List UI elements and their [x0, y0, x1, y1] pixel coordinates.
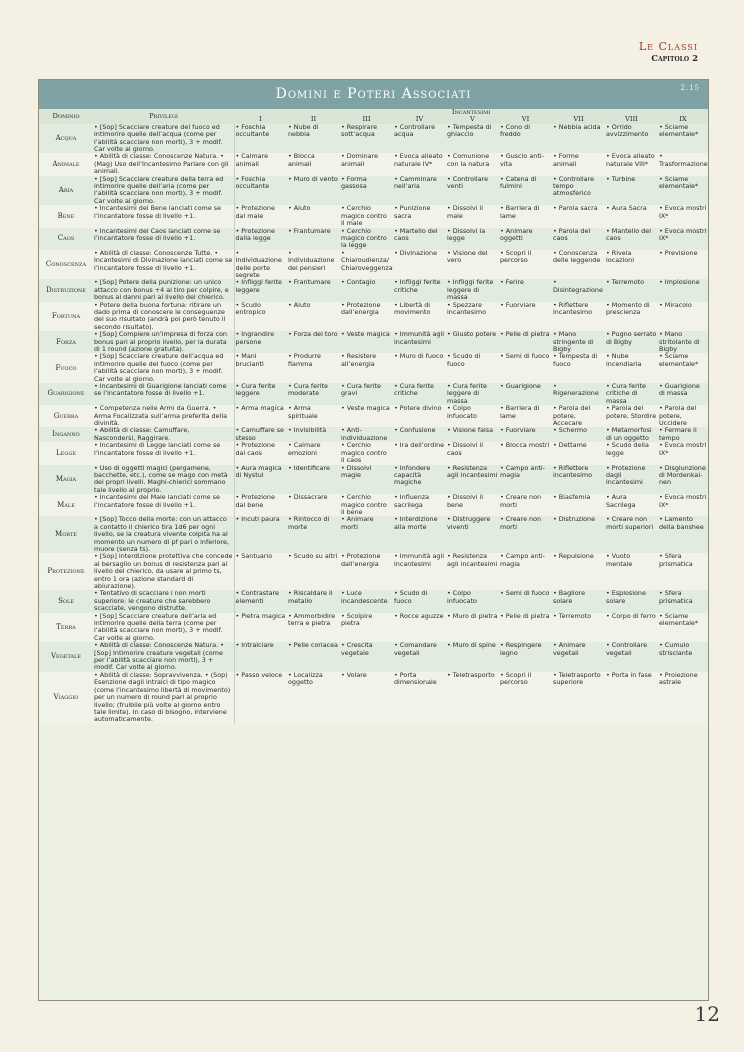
spell-cell: • Dissolvi il caos [446, 442, 499, 464]
spell-cell: • Foschia occultante [234, 124, 287, 154]
spell-cell: • Ammorbidire terra e pietra [287, 613, 340, 643]
spell-cell: • Vuoto mentale [605, 553, 658, 590]
spell-cell: • Fermare il tempo [658, 427, 708, 442]
page-number: 12 [694, 1002, 720, 1026]
domain-privileges: • Competenza nelle Armi da Guerra. • Arma Focalizzata sull’arma preferita della divinità. [93, 405, 234, 427]
domain-name: Male [39, 494, 93, 516]
spell-cell: • Evoca alleato naturale IV* [393, 153, 446, 175]
domain-row [39, 250, 708, 280]
spell-cell: • Controllare tempo atmosferico [552, 176, 605, 206]
table-title: Domini e Poteri Associati [275, 86, 472, 102]
spell-cell: • Immunità agli incantesimi [393, 553, 446, 590]
spell-cell: • Esplosione solare [605, 590, 658, 612]
domain-row [39, 613, 708, 643]
spell-cell: • Muro di pietra [446, 613, 499, 643]
spell-cell: • Controllare acqua [393, 124, 446, 154]
spell-cell: • Muro di spine [446, 642, 499, 672]
domain-row [39, 383, 708, 405]
spell-cell: • Contagio [340, 279, 393, 301]
domain-privileges: • [Sop] Scacciare creature dell’acqua ed intimorire quelle del fuoco (come per l’abilità scacciare non morti), 3 + modif. Car volte al giorno. [93, 353, 234, 383]
spell-cell: • Scopri il percorso [499, 250, 552, 280]
domain-name: Viaggio [39, 672, 93, 724]
domain-privileges: • Abilità di classe: Conoscenze Natura. • [Sop] Intimorire creature vegetali (come per l’abilità scacciare non morti), 3 + modif. Car volte al giorno. [93, 642, 234, 672]
spell-cell: • Blocca mostri [499, 442, 552, 464]
spell-cell: • Scudo su altri [287, 553, 340, 590]
spell-cell: • Trasformazione [658, 153, 708, 175]
spell-cell: • Forza del toro [287, 331, 340, 353]
domain-row [39, 427, 708, 442]
domains-table-frame [38, 79, 709, 1001]
spell-cell: • Volare [340, 672, 393, 724]
spell-cell: • Respirare sott’acqua [340, 124, 393, 154]
spell-cell: • Pietra magica [234, 613, 287, 643]
spell-cell: • Punizione sacra [393, 205, 446, 227]
spell-cell: • Dissacrare [287, 494, 340, 516]
domain-privileges: • [Sop] Scacciare creature dell’aria ed intimorire quelle della terra (come per l’abilità scacciare non morti), 3 + modif. Car volte al giorno. [93, 613, 234, 643]
spell-cell: • Sciame elementale* [658, 124, 708, 154]
spell-cell: • Creare non morti superiori [605, 516, 658, 553]
spell-cell: • Confusione [393, 427, 446, 442]
spell-cell: • Infondere capacità magiche [393, 465, 446, 495]
spell-cell: • Potere divino [393, 405, 446, 427]
spell-cell: • Campo anti-magia [499, 465, 552, 495]
spell-cell: • Dettame [552, 442, 605, 464]
spell-cell: • Interdizione alla morte [393, 516, 446, 553]
domain-privileges: • Potere della buona fortuna: ritirare un dado prima di conoscere le conseguenze del suo risultato (andrà poi però tenuto il secondo risultato). [93, 302, 234, 332]
domain-privileges: • Incantesimi del Caos lanciati come se l’incantatore fosse di livello +1. [93, 228, 234, 250]
spell-cell: • Evoca mostri IX* [658, 228, 708, 250]
level-header: III [340, 116, 393, 123]
spell-cell: • Scolpire pietra [340, 613, 393, 643]
spell-cell: • Ferire [499, 279, 552, 301]
spell-cell: • Nebbia acida [552, 124, 605, 154]
spell-cell: • Protezione dal caos [234, 442, 287, 464]
domain-row [39, 672, 708, 724]
spell-cell: • Muro di vento [287, 176, 340, 206]
spell-cell: • Protezione dall’energia [340, 553, 393, 590]
spell-cell: • Pelle di pietra [499, 613, 552, 643]
domain-privileges: • Abilità di classe: Sopravvivenza. • (Sop) Esenzione dagli intralci di tipo magico (come l’incantesimo libertà di movimento) per un numero di round pari al proprio livello; (fruibile più volte al giorno entro tale limite). In caso di bisogno, interviene automaticamente. [93, 672, 234, 724]
spell-cell: • Guarigione di massa [658, 383, 708, 405]
spell-cell: • Muro di fuoco [393, 353, 446, 383]
spell-cell: • Ingrandire persone [234, 331, 287, 353]
spells-column-header: Incantesimi [234, 109, 708, 116]
spell-cell: • Anti-individuazione [340, 427, 393, 442]
spell-cell: • Cura ferite critiche [393, 383, 446, 405]
spell-cell: • Terremoto [552, 613, 605, 643]
domain-row [39, 302, 708, 332]
domain-privileges: • Incantesimi di Legge lanciati come se l’incantatore fosse di livello +1. [93, 442, 234, 464]
domain-privileges: • [Sop] Compiere un’impresa di forza con bonus pari al proprio livello, per la durata di 1 round (azione gratuita). [93, 331, 234, 353]
spell-cell: • Barriera di lame [499, 205, 552, 227]
spell-cell: • Momento di prescienza [605, 302, 658, 332]
spell-cell: • Libertà di movimento [393, 302, 446, 332]
domain-name: Forza [39, 331, 93, 353]
domain-privileges: • Incantesimi di Guarigione lanciati come se l’incantatore fosse di livello +1. [93, 383, 234, 405]
spell-cell: • Protezione dal male [234, 205, 287, 227]
domain-privileges: • [Sop] Scacciare creature della terra ed intimorire quelle dell’aria (come per l’abilità scacciare non morti), 3 + modif. Car volte al giorno. [93, 176, 234, 206]
spell-cell: • Campo anti-magia [499, 553, 552, 590]
spell-cell: • Evoca mostri IX* [658, 494, 708, 516]
spell-cell: • Cura ferite moderate [287, 383, 340, 405]
spell-cell: • Guarigione [499, 383, 552, 405]
domain-row [39, 494, 708, 516]
spell-cell: • Forme animali [552, 153, 605, 175]
domain-name: Aria [39, 176, 93, 206]
domain-name: Magia [39, 465, 93, 495]
spell-cell: • Proiezione astrale [658, 672, 708, 724]
spell-cell: • Barriera di lame [499, 405, 552, 427]
spell-cell: • Cono di freddo [499, 124, 552, 154]
spell-cell: • Cura ferite gravi [340, 383, 393, 405]
domain-privileges: • [Sop] Interdizione protettiva che concede al bersaglio un bonus di resistenza pari al livello del chierico, da usare al primo ts, entro 1 ora (azione standard di abiurazione). [94, 553, 233, 590]
spell-cell: • Scudo di fuoco [393, 590, 446, 612]
spell-cell: • Guscio anti-vita [499, 153, 552, 175]
spell-cell: • Sfera prismatica [658, 590, 708, 612]
domain-name: Bene [39, 205, 93, 227]
spell-cell: • Tempesta di ghiaccio [446, 124, 499, 154]
spell-cell: • Resistenza agli incantesimi [446, 465, 499, 495]
spell-cell: • Contrastare elementi [234, 590, 287, 612]
spell-cell: • Repulsione [552, 553, 605, 590]
spell-cell: • Parola del potere, Stordire [605, 405, 658, 427]
spell-cell: • Localizza oggetto [287, 672, 340, 724]
domain-name: Guarigione [39, 383, 93, 405]
domain-name: Morte [39, 516, 93, 553]
spell-cell: • Sciame elementale* [658, 176, 708, 206]
spell-cell: • Parola del potere, Uccidere [658, 405, 708, 427]
spell-cell: • Dissolvi il bene [446, 494, 499, 516]
domain-name: Protezione [39, 553, 93, 590]
table-title-bar [39, 80, 708, 109]
spell-cell: • Animare morti [340, 516, 393, 553]
spell-cell: • Protezione dagli incantesimi [605, 465, 658, 495]
domain-row [39, 465, 708, 495]
spell-cell: • Nube di nebbia [287, 124, 340, 154]
spell-cell: • Arma magica [234, 405, 287, 427]
spell-cell: • Protezione dall’energia [340, 302, 393, 332]
spell-cell: • Infliggi ferite leggere di massa [446, 279, 499, 301]
spell-cell: • Evoca mostri IX* [658, 442, 708, 464]
spell-cell: • Giusto potere [446, 331, 499, 353]
spell-cell: • Scudo della legge [605, 442, 658, 464]
domain-name: Acqua [39, 124, 93, 154]
spell-cell: • Corpo di ferro [605, 613, 658, 643]
spell-cell: • Resistenza agli incantesimi [446, 553, 499, 590]
spell-cell: • Aiuto [287, 302, 340, 332]
spell-cell: • Disintegrazione [552, 279, 605, 301]
domain-row [39, 279, 708, 301]
spell-cell: • Veste magica [340, 405, 393, 427]
domain-privileges: • Uso di oggetti magici (pergamene, bacchette, etc.), come se mago con metà dei propri livelli. Maghi-chierici sommano tale livello al proprio. [93, 465, 234, 495]
spell-cell: • Schermo [552, 427, 605, 442]
spell-cell: • Immunità agli incantesimi [393, 331, 446, 353]
chapter-name: Le Classi [638, 40, 698, 53]
domain-privileges: • Incantesimi del Male lanciati come se l’incantatore fosse di livello +1. [93, 494, 234, 516]
domain-name: Distruzione [39, 279, 93, 301]
spell-cell: • Aiuto [287, 205, 340, 227]
domain-name: Terra [39, 613, 93, 643]
spell-cell: • Scudo entropico [234, 302, 287, 332]
domain-row [39, 353, 708, 383]
spell-cell: • Parola sacra [552, 205, 605, 227]
spell-cell: • Aura Sacra [605, 205, 658, 227]
spell-cell: • Divinazione [393, 250, 446, 280]
spell-cell: • Comandare vegetali [393, 642, 446, 672]
spell-cell: • Influenza sacrilega [393, 494, 446, 516]
domain-row [39, 590, 708, 612]
spell-cell: • Dissolvi magie [340, 465, 393, 495]
spell-cell: • Frantumare [287, 279, 340, 301]
spell-cell: • Luce incandescente [340, 590, 393, 612]
spell-cell: • Scudo di fuoco [446, 353, 499, 383]
level-header: II [287, 116, 340, 123]
privileges-column-header: Privilegi [93, 109, 234, 124]
spell-cell: • Teletrasporto superiore [552, 672, 605, 724]
domain-name: Legge [39, 442, 93, 464]
spell-cell: • Fuorviare [499, 427, 552, 442]
spell-cell: • Catena di fulmini [499, 176, 552, 206]
spell-cell: • Calmare animali [234, 153, 287, 175]
table-number: 2.15 [680, 84, 700, 92]
spell-cell: • Nube incendiaria [605, 353, 658, 383]
spell-cell: • Previsione [658, 250, 708, 280]
spell-cell: • Produrre fiamma [287, 353, 340, 383]
spell-cell: • Dominare animali [340, 153, 393, 175]
spell-cell: • Infliggi ferite critiche [393, 279, 446, 301]
spell-cell: • Protezione dal bene [234, 494, 287, 516]
spell-cell: • Calmare emozioni [287, 442, 340, 464]
spell-cell: • Cerchio magico contro il male [340, 205, 393, 227]
spell-cell: • Conoscenza delle leggende [552, 250, 605, 280]
spell-cell: • Cura ferite leggere di massa [446, 383, 499, 405]
spell-cell: • Spezzare incantesimo [446, 302, 499, 332]
spell-cell: • Ira dell’ordine [393, 442, 446, 464]
spell-cell: • Pugno serrato di Bigby [605, 331, 658, 353]
spell-cell: • Sfera prismatica [658, 553, 708, 590]
spell-cell: • Semi di fuoco [499, 590, 552, 612]
spell-cell: • Forma gassosa [340, 176, 393, 206]
chapter-number: Capitolo 2 [651, 54, 698, 64]
spell-cell: • Respingere legno [499, 642, 552, 672]
spell-cell: • Riflettere incantesimo [552, 465, 605, 495]
level-header: V [446, 116, 499, 123]
domain-privileges: • [Sop] Scacciare creature del fuoco ed intimorire quelle dell’acqua (come per l’abilità scacciare non morti), 3 + modif. Car volte al giorno. [93, 124, 234, 154]
level-header: VIII [605, 116, 658, 123]
spell-cell: • Individuazione dei pensieri [287, 250, 340, 280]
spell-cell: • Cura ferite critiche di massa [605, 383, 658, 405]
domain-row [39, 228, 708, 250]
level-header: IX [658, 116, 708, 123]
spell-cell: • Incuti paura [234, 516, 287, 553]
domain-name: Sole [39, 590, 93, 612]
spell-cell: • Camuffare se stesso [234, 427, 287, 442]
spell-cell: • Porta dimensionale [393, 672, 446, 724]
spell-cell: • Creare non morti [499, 516, 552, 553]
spell-cell: • Turbine [605, 176, 658, 206]
spell-cell: • Terremoto [605, 279, 658, 301]
domain-name: Inganno [39, 427, 93, 442]
spell-cell: • Arma spirituale [287, 405, 340, 427]
domain-privileges: • [Sop] Potere della punizione: un unico attacco con bonus +4 al tiro per colpire, e bonus ai danni pari al livello del chierico. [93, 279, 234, 301]
spell-cell: • Sciame elementale* [658, 353, 708, 383]
domain-name: Animale [39, 153, 93, 175]
spell-cell: • Tempesta di fuoco [552, 353, 605, 383]
spell-cell: • Rocce aguzze [393, 613, 446, 643]
spell-cell: • Rivela locazioni [605, 250, 658, 280]
spell-cell: • Semi di fuoco [499, 353, 552, 383]
domain-name: Conoscenza [39, 250, 93, 280]
spell-cell: • Identificare [287, 465, 340, 495]
spell-cell: • Aura magica di Nystul [234, 465, 287, 495]
spell-cell: • Cumulo strisciante [658, 642, 708, 672]
spell-cell: • Orrido avvizzimento [605, 124, 658, 154]
spell-cell: • Cura ferite leggere [234, 383, 287, 405]
spell-cell: • Distruzione [552, 516, 605, 553]
spell-cell: • Lamento della banshee [658, 516, 708, 553]
spell-cell: • Animare vegetali [552, 642, 605, 672]
domain-row [39, 153, 708, 175]
spell-cell: • Blasfemia [552, 494, 605, 516]
spell-cell: • Invisibilità [287, 427, 340, 442]
domain-name: Fortuna [39, 302, 93, 332]
spell-cell: • Evoca mostri IX* [658, 205, 708, 227]
spell-cell: • Rigenerazione [552, 383, 605, 405]
spell-cell: • Individuazione delle porte segrete [234, 250, 287, 280]
domain-row [39, 331, 708, 353]
spell-cell: • Protezione dalla legge [234, 228, 287, 250]
spell-cell: • Parola del caos [552, 228, 605, 250]
spell-cell: • Bagliore solare [552, 590, 605, 612]
spell-cell: • Passo veloce [234, 672, 287, 724]
spell-cell: • Porta in fase [605, 672, 658, 724]
spell-cell: • Cerchio magico contro il bene [340, 494, 393, 516]
spell-cell: • Metamorfosi di un oggetto [605, 427, 658, 442]
spell-cell: • Fuorviare [499, 302, 552, 332]
domain-name: Fuoco [39, 353, 93, 383]
spell-cell: • Comunione con la natura [446, 153, 499, 175]
domain-privileges: • [Sop] Tocco della morte: con un attacco a contatto il chierico tira 1d6 per ogni livello, se la creatura vivente colpita ha al momento un numero di pf pari o inferiore, muore (senza ts). [93, 516, 234, 553]
spell-cell: • Martello del caos [393, 228, 446, 250]
spell-cell: • Resistere all’energia [340, 353, 393, 383]
spell-cell: • Pelle di pietra [499, 331, 552, 353]
spell-cell: • Veste magica [340, 331, 393, 353]
spell-cell: • Teletrasporto [446, 672, 499, 724]
domain-row [39, 176, 708, 206]
domain-row [39, 553, 708, 590]
domain-privileges: • Tentativo di scacciare i non morti superiore: le creature che sarebbero scacciate, vengono distrutte. [93, 590, 234, 612]
spell-cell: • Pelle coriacea [287, 642, 340, 672]
spell-cell: • Mano stritolante di Bigby [658, 331, 708, 353]
spell-cell: • Santuario [234, 553, 287, 590]
page-header [639, 40, 698, 64]
domains-table-body [39, 124, 708, 724]
spell-cell: • Intralciare [234, 642, 287, 672]
spell-cell: • Mano stringente di Bigby [552, 331, 605, 353]
spell-cell: • Cerchio magico contro il caos [340, 442, 393, 464]
spell-cell: • Camminare nell’aria [393, 176, 446, 206]
spell-cell: • Foschia occultante [234, 176, 287, 206]
spell-cell: • Cerchio magico contro la legge [340, 228, 393, 250]
spell-cell: • Controllare vegetali [605, 642, 658, 672]
level-header: VI [499, 116, 552, 123]
domain-name: Vegetale [39, 642, 93, 672]
domain-privileges: • Incantesimi del Bene lanciati come se l’incantatore fosse di livello +1. [93, 205, 234, 227]
spell-cell: • Evoca alleato naturale VIII* [605, 153, 658, 175]
spell-cell: • Distruggere viventi [446, 516, 499, 553]
spell-cell: • Scopri il percorso [499, 672, 552, 724]
domain-privileges: • Abilità di classe: Conoscenze Natura. • (Mag) Uso dell’Incantesimo Parlare con gli animali. [93, 153, 234, 175]
domain-privileges: • Abilità di classe: Camuffare, Nascondersi, Raggirare. [93, 427, 234, 442]
spell-cell: • Parola del potere, Accecare [552, 405, 605, 427]
spell-cell: • Miracolo [658, 302, 708, 332]
header-row-top [39, 109, 708, 116]
spell-cell: • Chiaroudienza/ Chiaroveggenza [340, 250, 393, 280]
domain-name: Caos [39, 228, 93, 250]
spell-cell: • Riscaldare il metallo [287, 590, 340, 612]
spell-cell: • Implosione [658, 279, 708, 301]
spell-cell: • Infliggi ferite leggere [234, 279, 287, 301]
spell-cell: • Dissolvi la legge [446, 228, 499, 250]
spell-cell: • Riflettere incantesimo [552, 302, 605, 332]
spell-cell: • Disgiunzione di Mordenkai-nen [658, 465, 708, 495]
domain-row [39, 205, 708, 227]
spell-cell: • Mani brucianti [234, 353, 287, 383]
spell-cell: • Dissolvi il male [446, 205, 499, 227]
domain-row [39, 124, 708, 154]
spell-cell: • Animare oggetti [499, 228, 552, 250]
spell-cell: • Creare non morti [499, 494, 552, 516]
level-header: IV [393, 116, 446, 123]
spell-cell: • Mantello del caos [605, 228, 658, 250]
spell-cell: • Colpo infuocato [446, 590, 499, 612]
spell-cell: • Aura Sacrilega [605, 494, 658, 516]
domain-privileges: • Abilità di classe: Conoscenze Tutte. • Incantesimi di Divinazione lanciati come se l’incantatore fosse di livello +1. [93, 250, 234, 280]
domains-table [39, 109, 708, 724]
domain-column-header: Dominio [39, 109, 93, 124]
spell-cell: • Frantumare [287, 228, 340, 250]
spell-cell: • Controllare venti [446, 176, 499, 206]
spell-cell: • Colpo infuocato [446, 405, 499, 427]
domain-row [39, 516, 708, 553]
spell-cell: • Blocca animali [287, 153, 340, 175]
level-header: VII [552, 116, 605, 123]
domain-row [39, 442, 708, 464]
spell-cell: • Visione del vero [446, 250, 499, 280]
domain-row [39, 405, 708, 427]
level-header: I [234, 116, 287, 123]
spell-cell: • Visione falsa [446, 427, 499, 442]
spell-cell: • Rintocco di morte [287, 516, 340, 553]
spell-cell: • Sciame elementale* [658, 613, 708, 643]
spell-cell: • Crescita vegetale [340, 642, 393, 672]
domain-name: Guerra [39, 405, 93, 427]
domain-row [39, 642, 708, 672]
